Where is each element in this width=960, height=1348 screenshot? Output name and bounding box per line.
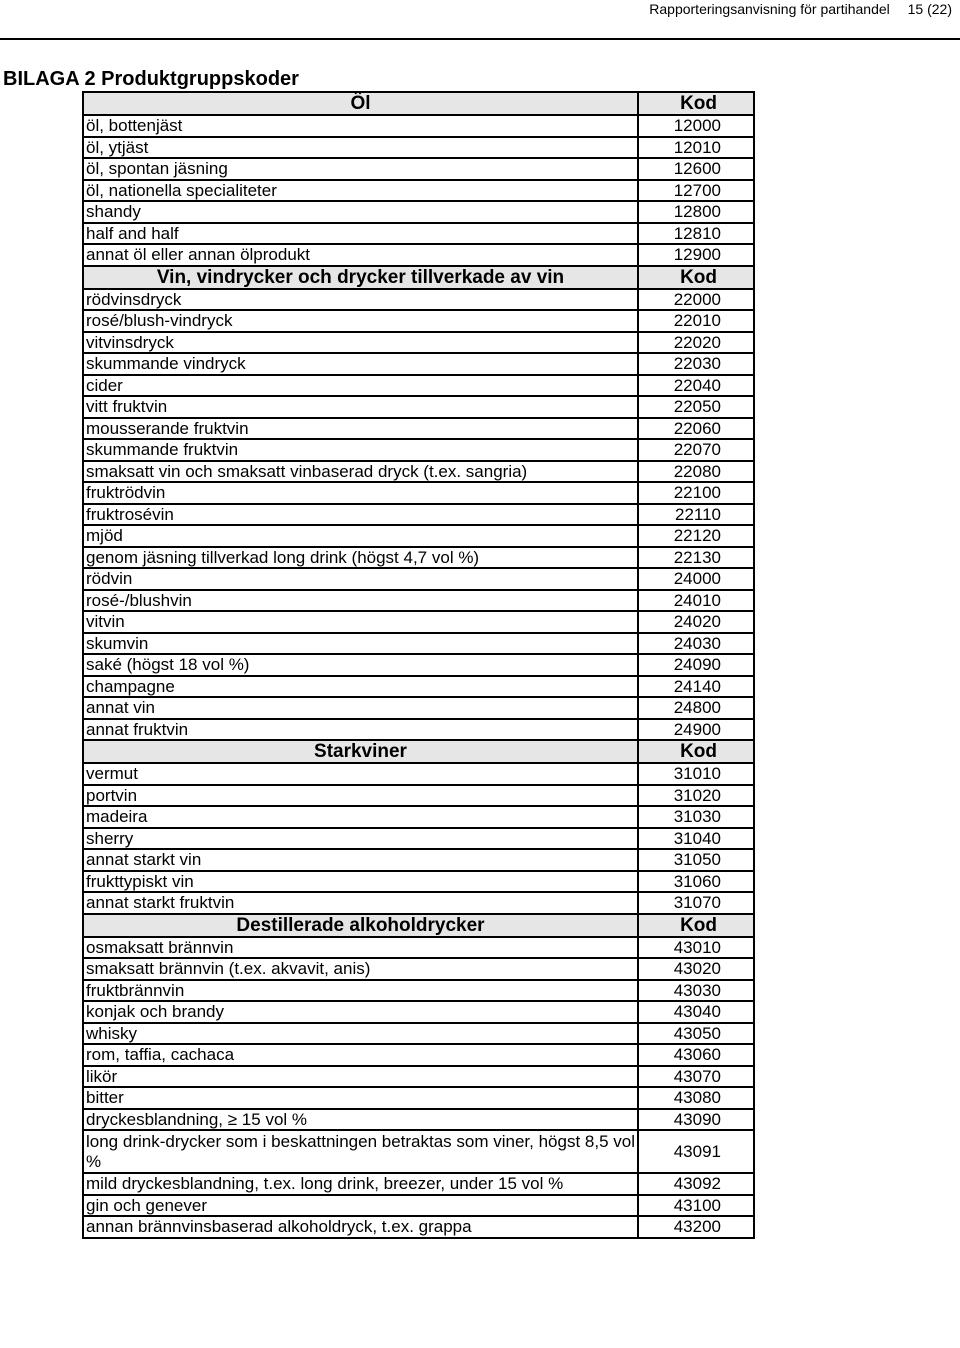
table-row	[83, 676, 754, 698]
table-row	[83, 654, 754, 676]
product-code: 22020	[638, 332, 754, 354]
table-row	[83, 719, 754, 741]
product-code: 43020	[638, 958, 754, 980]
code-column-header: Kod	[638, 914, 754, 937]
table-row	[83, 244, 754, 266]
product-name: rosé/blush-vindryck	[83, 310, 638, 332]
product-name: frukttypiskt vin	[83, 871, 638, 893]
table-row	[83, 504, 754, 526]
table-row	[83, 223, 754, 245]
product-name: rödvinsdryck	[83, 289, 638, 311]
product-name: sherry	[83, 828, 638, 850]
table-row	[83, 611, 754, 633]
product-code: 12600	[638, 158, 754, 180]
product-name: annat vin	[83, 697, 638, 719]
code-column-header: Kod	[638, 266, 754, 289]
product-code: 31050	[638, 849, 754, 871]
product-code: 43080	[638, 1087, 754, 1109]
table-row	[83, 180, 754, 202]
product-code: 22080	[638, 461, 754, 483]
section-header-row	[83, 266, 754, 289]
section-title: Starkviner	[83, 740, 638, 763]
table-row	[83, 310, 754, 332]
product-code: 43092	[638, 1173, 754, 1195]
product-code: 24000	[638, 568, 754, 590]
product-code: 22130	[638, 547, 754, 569]
product-code: 31060	[638, 871, 754, 893]
product-code: 22050	[638, 396, 754, 418]
table-row	[83, 547, 754, 569]
product-name: vitvin	[83, 611, 638, 633]
table-row	[83, 289, 754, 311]
product-code: 22120	[638, 525, 754, 547]
product-name: vitvinsdryck	[83, 332, 638, 354]
table-row	[83, 1001, 754, 1023]
product-code: 22040	[638, 375, 754, 397]
table-row	[83, 568, 754, 590]
product-name: genom jäsning tillverkad long drink (högst 4,7 vol %)	[83, 547, 638, 569]
product-name: osmaksatt brännvin	[83, 937, 638, 959]
product-code: 22110	[638, 504, 754, 526]
product-name: champagne	[83, 676, 638, 698]
section-header-row	[83, 92, 754, 115]
product-name: fruktrosévin	[83, 504, 638, 526]
product-code: 12900	[638, 244, 754, 266]
product-name: skumvin	[83, 633, 638, 655]
product-name: madeira	[83, 806, 638, 828]
product-name: annan brännvinsbaserad alkoholdryck, t.ex. grappa	[83, 1216, 638, 1238]
product-code: 31070	[638, 892, 754, 914]
product-code: 24020	[638, 611, 754, 633]
product-name: rosé-/blushvin	[83, 590, 638, 612]
product-code: 22030	[638, 353, 754, 375]
product-code: 24010	[638, 590, 754, 612]
product-code: 24800	[638, 697, 754, 719]
product-code: 31010	[638, 763, 754, 785]
product-code: 43010	[638, 937, 754, 959]
table-row	[83, 1066, 754, 1088]
product-code: 22100	[638, 482, 754, 504]
product-code: 24900	[638, 719, 754, 741]
product-code: 24090	[638, 654, 754, 676]
product-name: likör	[83, 1066, 638, 1088]
product-code: 43090	[638, 1109, 754, 1131]
product-code: 24030	[638, 633, 754, 655]
product-name: vermut	[83, 763, 638, 785]
product-name: bitter	[83, 1087, 638, 1109]
product-code: 43100	[638, 1195, 754, 1217]
table-row	[83, 958, 754, 980]
product-code-table	[82, 91, 755, 1239]
product-code-table-body	[83, 92, 754, 1238]
product-name: annat öl eller annan ölprodukt	[83, 244, 638, 266]
table-row	[83, 871, 754, 893]
table-row	[83, 785, 754, 807]
product-code: 12700	[638, 180, 754, 202]
section-title: Destillerade alkoholdrycker	[83, 914, 638, 937]
table-row	[83, 137, 754, 159]
table-row	[83, 763, 754, 785]
product-name: öl, nationella specialiteter	[83, 180, 638, 202]
product-code: 22060	[638, 418, 754, 440]
product-code: 43091	[638, 1130, 754, 1173]
product-name: mousserande fruktvin	[83, 418, 638, 440]
table-row	[83, 158, 754, 180]
table-row	[83, 461, 754, 483]
table-row	[83, 1216, 754, 1238]
table-row	[83, 828, 754, 850]
product-name: long drink-drycker som i beskattningen betraktas som viner, högst 8,5 vol %	[83, 1130, 638, 1173]
page-header-text	[635, 0, 952, 18]
table-row	[83, 115, 754, 137]
document-title: Rapporteringsanvisning för partihandel	[649, 1, 890, 17]
product-name: cider	[83, 375, 638, 397]
product-code: 12000	[638, 115, 754, 137]
table-row	[83, 892, 754, 914]
code-column-header: Kod	[638, 740, 754, 763]
product-name: annat fruktvin	[83, 719, 638, 741]
table-row	[83, 1130, 754, 1173]
table-row	[83, 633, 754, 655]
product-name: fruktbrännvin	[83, 980, 638, 1002]
section-title: Öl	[83, 92, 638, 115]
product-name: smaksatt vin och smaksatt vinbaserad dryck (t.ex. sangria)	[83, 461, 638, 483]
product-code: 22000	[638, 289, 754, 311]
table-row	[83, 1173, 754, 1195]
product-code: 31030	[638, 806, 754, 828]
table-row	[83, 525, 754, 547]
product-name: mild dryckesblandning, t.ex. long drink, breezer, under 15 vol %	[83, 1173, 638, 1195]
table-row	[83, 1044, 754, 1066]
table-row	[83, 1109, 754, 1131]
product-code: 31040	[638, 828, 754, 850]
table-row	[83, 396, 754, 418]
table-row	[83, 418, 754, 440]
product-name: rödvin	[83, 568, 638, 590]
product-code: 43040	[638, 1001, 754, 1023]
product-name: saké (högst 18 vol %)	[83, 654, 638, 676]
product-name: mjöd	[83, 525, 638, 547]
table-row	[83, 937, 754, 959]
table-row	[83, 980, 754, 1002]
product-code: 24140	[638, 676, 754, 698]
table-row	[83, 439, 754, 461]
table-row	[83, 1087, 754, 1109]
product-name: gin och genever	[83, 1195, 638, 1217]
product-name: smaksatt brännvin (t.ex. akvavit, anis)	[83, 958, 638, 980]
product-code: 43200	[638, 1216, 754, 1238]
product-name: annat starkt fruktvin	[83, 892, 638, 914]
product-name: annat starkt vin	[83, 849, 638, 871]
product-name: portvin	[83, 785, 638, 807]
section-header-row	[83, 740, 754, 763]
table-row	[83, 353, 754, 375]
code-column-header: Kod	[638, 92, 754, 115]
section-title: Vin, vindrycker och drycker tillverkade av vin	[83, 266, 638, 289]
product-name: öl, bottenjäst	[83, 115, 638, 137]
product-code: 22010	[638, 310, 754, 332]
section-heading: BILAGA 2 Produktgruppskoder	[3, 68, 299, 90]
product-name: shandy	[83, 201, 638, 223]
table-row	[83, 1023, 754, 1045]
product-name: rom, taffia, cachaca	[83, 1044, 638, 1066]
product-name: skummande fruktvin	[83, 439, 638, 461]
product-code: 43060	[638, 1044, 754, 1066]
product-name: fruktrödvin	[83, 482, 638, 504]
product-code: 12800	[638, 201, 754, 223]
table-row	[83, 849, 754, 871]
table-row	[83, 1195, 754, 1217]
table-row	[83, 697, 754, 719]
table-row	[83, 806, 754, 828]
product-code: 43070	[638, 1066, 754, 1088]
product-code: 43050	[638, 1023, 754, 1045]
product-name: konjak och brandy	[83, 1001, 638, 1023]
product-name: dryckesblandning, ≥ 15 vol %	[83, 1109, 638, 1131]
product-name: öl, spontan jäsning	[83, 158, 638, 180]
product-code: 12810	[638, 223, 754, 245]
table-row	[83, 201, 754, 223]
product-name: whisky	[83, 1023, 638, 1045]
product-name: half and half	[83, 223, 638, 245]
product-code: 12010	[638, 137, 754, 159]
product-code: 31020	[638, 785, 754, 807]
product-name: skummande vindryck	[83, 353, 638, 375]
page-number: 15 (22)	[907, 1, 952, 17]
section-header-row	[83, 914, 754, 937]
page-header	[0, 0, 960, 40]
table-row	[83, 332, 754, 354]
table-row	[83, 590, 754, 612]
table-row	[83, 482, 754, 504]
product-name: vitt fruktvin	[83, 396, 638, 418]
product-name: öl, ytjäst	[83, 137, 638, 159]
table-row	[83, 375, 754, 397]
product-code: 43030	[638, 980, 754, 1002]
product-code: 22070	[638, 439, 754, 461]
